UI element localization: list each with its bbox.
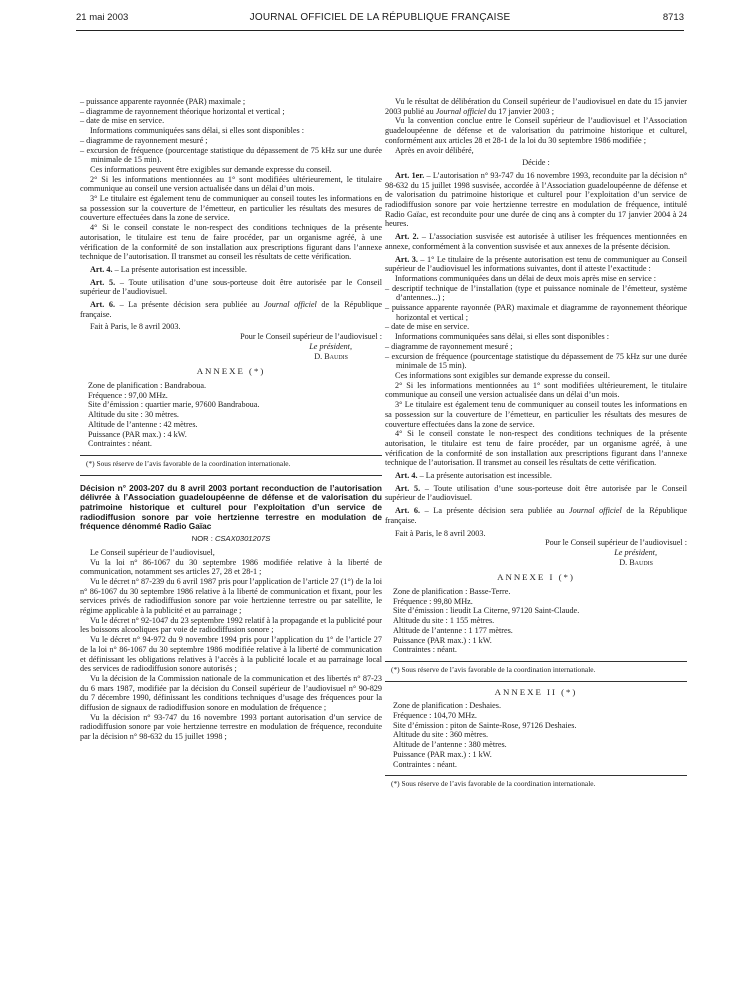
annexe-item: Puissance (PAR max.) : 1 kW.: [393, 635, 492, 645]
article-label: Art. 6.: [395, 506, 421, 516]
paragraph: Informations communiquées dans un délai de deux mois après mise en service :: [395, 273, 657, 283]
article-6: [80, 300, 382, 319]
annexe-item: Altitude du site : 360 mètres.: [393, 730, 489, 740]
article-label: Art. 6.: [90, 300, 116, 310]
annexe-list: [80, 381, 382, 449]
paragraph: Vu le décret n° 94-972 du 9 novembre 1994 pris pour l’application du 1° de l’article 27 de la loi n° 86-1067 du 30 septembre 1986 modifiée relative à la liberté de communication et définissant les obligations relatives à l’accès à la publicité locale et au parrainage local des services de radiodiffusion sonore autorisés ;: [80, 635, 382, 674]
nor-label: NOR :: [191, 534, 215, 544]
article-label: Art. 2.: [395, 232, 419, 242]
header-date: 21 mai 2003: [76, 12, 129, 23]
article-6: [385, 506, 687, 525]
page-number: 8713: [662, 12, 684, 23]
annexe-1-title: ANNEXE I (*): [497, 572, 575, 583]
article-text: – La présente autorisation est incessible.: [112, 264, 247, 274]
paragraph: Ces informations sont exigibles sur demande expresse du conseil.: [395, 370, 610, 380]
signatory: D. Baudis: [314, 351, 348, 361]
article-label: Art. 1er.: [395, 170, 425, 180]
annexe-item: Fréquence : 99,80 MHz.: [393, 596, 473, 606]
paragraph: Vu la loi n° 86-1067 du 30 septembre 1986 modifiée relative à la liberté de communication, notamment ses articles 27, 28 et 28-1 ;: [80, 557, 382, 577]
annexe-item: Altitude du site : 1 155 mètres.: [393, 616, 495, 626]
annexe-item: Fréquence : 104,70 MHz.: [393, 711, 477, 721]
annexe-item: Zone de planification : Basse-Terre.: [393, 587, 511, 597]
list-item: – excursion de fréquence (pourcentage statistique du dépassement de 75 kHz sur une durée minimale de 15 min).: [385, 351, 687, 371]
list-item: – puissance apparente rayonnée (PAR) maximale ;: [80, 97, 246, 106]
decide-heading: Décide :: [522, 158, 550, 168]
list-item: – descriptif technique de l’installation (type et puissance nominale de l’émetteur, système d’antennes...) ;: [385, 283, 687, 303]
paragraph: 3° Le titulaire est également tenu de communiquer au conseil toutes les informations en sa possession sur la couverture de l’émetteur, en particulier les résultats des mesures de couverture effectuées dans la zone de service.: [80, 194, 382, 223]
annexe-item: Altitude de l’antenne : 1 177 mètres.: [393, 625, 513, 635]
header-rule: [76, 30, 684, 31]
paragraph: 2° Si les informations mentionnées au 1° sont modifiées ultérieurement, le titulaire communique au conseil une version actualisée dans un délai d’un mois.: [80, 174, 382, 194]
list-item: – excursion de fréquence (pourcentage statistique du dépassement de 75 kHz sur une durée minimale de 15 min).: [80, 145, 382, 165]
left-column: [80, 97, 382, 742]
text: du 17 janvier 2003 ;: [485, 106, 554, 116]
decision-title: Décision n° 2003-207 du 8 avril 2003 portant reconduction de l’autorisation délivrée à l’Association guadeloupéenne de défense et de valorisation du patrimoine historique et culturel pour l’exploitation d’un service de radiodiffusion sonore par voie hertzienne terrestre en modulation de fréquence dénommé Radio Gaïac: [80, 482, 382, 532]
annexe-item: Site d’émission : piton de Sainte-Rose, 97126 Deshaies.: [393, 720, 577, 730]
journal-officiel: Journal officiel: [569, 506, 622, 516]
article-text: – Toute utilisation d’une sous-porteuse doit être autorisée par le Conseil supérieur de l’audiovisuel.: [80, 277, 382, 297]
paragraph: Vu le décret n° 92-1047 du 23 septembre 1992 relatif à la propagande et la publicité pour les boissons alcooliques par voie de radiodiffusion sonore ;: [80, 615, 382, 635]
article-text: de la République française.: [80, 300, 382, 319]
paragraph: 4° Si le conseil constate le non-respect des conditions techniques de la présente autorisation, le titulaire est tenu de faire procéder, par un organisme agréé, à une vérification de la conformité de son installation aux prescriptions figurant dans l’annexe technique de l’autorisation. Il transmet au conseil les résultats de cette vérification.: [385, 429, 687, 468]
annexe-title: ANNEXE (*): [196, 366, 266, 377]
article-label: Art. 4.: [395, 471, 418, 481]
annexe-item: Site d’émission : quartier marie, 97600 Bandraboua.: [88, 400, 260, 410]
annexe-item: Altitude du site : 30 mètres.: [88, 410, 179, 420]
footnote: (*) Sous réserve de l’avis favorable de la coordination internationale.: [391, 664, 596, 674]
paragraph: Vu la décision n° 93-747 du 16 novembre 1993 portant autorisation d’un service de radiodiffusion sonore par voie hertzienne terrestre en modulation de fréquence, reconduite par la décision n° 98-632 du 15 juillet 1998 ;: [80, 712, 382, 742]
annexe-item: Puissance (PAR max.) : 4 kW.: [88, 429, 187, 439]
paragraph: Informations communiquées sans délai, si elles sont disponibles :: [395, 332, 609, 342]
annexe-item: Site d’émission : lieudit La Citerne, 97120 Saint-Claude.: [393, 606, 580, 616]
signature-line: Pour le Conseil supérieur de l’audiovisuel :: [240, 332, 382, 342]
signature-line: Pour le Conseil supérieur de l’audiovisuel :: [545, 538, 687, 548]
list-item: – diagramme de rayonnement théorique horizontal et vertical ;: [80, 106, 285, 116]
article-label: Art. 5.: [395, 483, 421, 493]
footnote: (*) Sous réserve de l’avis favorable de la coordination internationale.: [391, 779, 596, 789]
divider: [385, 661, 687, 662]
divider: [80, 455, 382, 456]
annexe-2-title: ANNEXE II (*): [494, 686, 578, 697]
footnote: (*) Sous réserve de l’avis favorable de la coordination internationale.: [86, 458, 291, 468]
paragraph: Vu la convention conclue entre le Conseil supérieur de l’audiovisuel et l’Association guadeloupéenne de défense et de valorisation du patrimoine historique et culturel, conformément aux articles 28 et 28-1 de la loi du 30 septembre 1986 modifiée ;: [385, 116, 687, 145]
article-label: Art. 3.: [395, 254, 418, 264]
fait-a-paris: Fait à Paris, le 8 avril 2003.: [90, 322, 181, 332]
right-column: [385, 97, 687, 789]
annexe-item: Altitude de l’antenne : 380 mètres.: [393, 740, 507, 750]
paragraph: 2° Si les informations mentionnées au 1° sont modifiées ultérieurement, le titulaire communique au conseil une version actualisée dans un délai d’un mois.: [385, 380, 687, 400]
annexe-item: Puissance (PAR max.) : 1 kW.: [393, 749, 492, 759]
article-label: Art. 5.: [90, 277, 116, 287]
president-title: Le président,: [309, 341, 352, 351]
nor-reference: [80, 534, 382, 544]
annexe-item: Contraintes : néant.: [393, 645, 457, 655]
annexe-item: Contraintes : néant.: [393, 759, 457, 769]
journal-title: JOURNAL OFFICIEL DE LA RÉPUBLIQUE FRANÇAISE: [249, 12, 511, 23]
article-4: [385, 471, 687, 481]
paragraph: Le Conseil supérieur de l’audiovisuel,: [90, 547, 215, 557]
annexe-item: Contraintes : néant.: [88, 439, 152, 449]
article-text: – La présente décision sera publiée au: [115, 300, 265, 310]
article-text: – La présente autorisation est incessible.: [417, 471, 552, 481]
paragraph: Après en avoir délibéré,: [395, 145, 474, 155]
annexe-item: Altitude de l’antenne : 42 mètres.: [88, 419, 198, 429]
article-1: [385, 171, 687, 229]
divider: [385, 775, 687, 776]
list-item: – puissance apparente rayonnée (PAR) maximale et diagramme de rayonnement théorique horizontal et vertical ;: [385, 303, 687, 322]
page-header: [76, 12, 684, 26]
list-item: – date de mise en service.: [80, 116, 165, 126]
article-label: Art. 4.: [90, 264, 113, 274]
article-text: – Toute utilisation d’une sous-porteuse doit être autorisée par le Conseil supérieur de l’audiovisuel.: [385, 483, 687, 503]
paragraph: 4° Si le conseil constate le non-respect des conditions techniques de la présente autorisation, le titulaire est tenu de faire procéder, par un organisme agréé, à une vérification de la conformité de son installation aux prescriptions figurant dans l’annexe technique de l’autorisation. Il transmet au conseil les résultats de cette vérification.: [80, 223, 382, 262]
annexe-item: Fréquence : 97,00 MHz.: [88, 390, 168, 400]
paragraph: Vu la décision de la Commission nationale de la communication et des libertés n° 87-23 du 6 mars 1987, modifiée par la décision du Conseil supérieur de l’audiovisuel n° 90-829 du 7 décembre 1990, définissant les conditions techniques d’usage des fréquences pour la diffusion de signaux de radiodiffusion sonore en modulation de fréquence ;: [80, 673, 382, 713]
list-item: – date de mise en service.: [385, 322, 470, 332]
journal-officiel: Journal officiel: [435, 106, 486, 116]
journal-officiel: Journal officiel: [264, 300, 317, 310]
article-2: [385, 232, 687, 251]
list-item: – diagramme de rayonnement mesuré ;: [80, 135, 208, 145]
annexe-1-list: [385, 587, 687, 655]
annexe-item: Zone de planification : Bandraboua.: [88, 380, 206, 390]
nor-code: CSAX0301207S: [214, 534, 271, 544]
list-item: – diagramme de rayonnement mesuré ;: [385, 341, 513, 351]
text: Vu le résultat de délibération du Conseil supérieur de l’audiovisuel en date du 15 janvier 2003 publié au: [385, 97, 687, 116]
divider: [80, 475, 382, 476]
article-5: [80, 278, 382, 297]
annexe-2-list: [385, 701, 687, 769]
paragraph: [385, 97, 687, 116]
paragraph: Ces informations peuvent être exigibles sur demande expresse du conseil.: [90, 164, 332, 174]
paragraph: 3° Le titulaire est également tenu de communiquer au conseil toutes les informations en sa possession sur la couverture de l’émetteur, en particulier les résultats des mesures de couverture effectuées dans la zone de service.: [385, 400, 687, 429]
article-3: [385, 255, 687, 274]
article-5: [385, 484, 687, 503]
article-text: – L’association susvisée est autorisée à utiliser les fréquences mentionnées en annexe, conformément à la convention susvisée et aux annexes de la présente décision.: [385, 232, 687, 251]
president-title: Le président,: [614, 547, 657, 557]
article-text: – 1° Le titulaire de la présente autorisation est tenu de communiquer au Conseil supérieur de l’audiovisuel les informations suivantes, dont il atteste l’exactitude :: [385, 254, 687, 274]
divider: [385, 681, 687, 682]
article-text: de la République française.: [385, 506, 687, 525]
fait-a-paris: Fait à Paris, le 8 avril 2003.: [395, 528, 486, 538]
paragraph: Vu le décret n° 87-239 du 6 avril 1987 pris pour l’application de l’article 27 (1°) de la loi n° 86-1067 du 30 septembre 1986 relative à la liberté de communication et fixant, pour les services privés de radiodiffusion sonore par voie hertzienne terrestre ou par satellite, le régime applicable à la publicité et au parrainage ;: [80, 576, 382, 616]
article-4: [80, 265, 382, 275]
paragraph: Informations communiquées sans délai, si elles sont disponibles :: [90, 126, 304, 136]
annexe-item: Zone de planification : Deshaies.: [393, 701, 501, 711]
article-text: – L’autorisation n° 93-747 du 16 novembre 1993, reconduite par la décision n° 98-632 du 15 juillet 1998 susvisée, accordée à l’Association guadeloupéenne de défense et de valorisation du patrimoine historique et culturel pour l’exploitation d’un service de radiodiffusion sonore par voie hertzienne terrestre en modulation de fréquence, intitulé Radio Gaïac, est reconduite pour une durée de cinq ans à compter du 17 janvier 2004 à 24 heures.: [385, 170, 688, 229]
signatory: D. Baudis: [619, 557, 653, 567]
article-text: – La présente décision sera publiée au: [420, 506, 570, 516]
